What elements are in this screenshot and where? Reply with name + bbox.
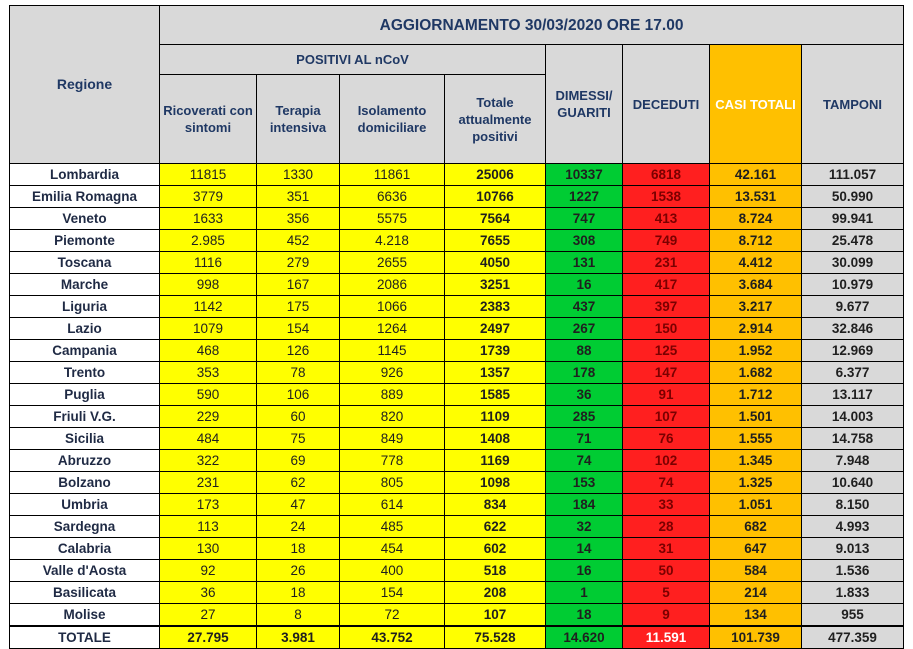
cell-deceduti: 28 (623, 516, 710, 538)
cell-deceduti: 76 (623, 428, 710, 450)
header-dimessi: DIMESSI/ GUARITI (546, 45, 623, 164)
cell-dimessi: 74 (546, 450, 623, 472)
table-row (10, 450, 904, 472)
cell-dimessi: 14 (546, 538, 623, 560)
cell-regione: Liguria (10, 296, 160, 318)
cell-totale-positivi: 2497 (445, 318, 546, 340)
cell-totale-positivi: 1585 (445, 384, 546, 406)
cell-deceduti: 33 (623, 494, 710, 516)
cell-deceduti: 91 (623, 384, 710, 406)
table-row (10, 318, 904, 340)
cell-deceduti: 50 (623, 560, 710, 582)
cell-isolamento: 805 (340, 472, 445, 494)
cell-tamponi: 477.359 (802, 626, 904, 649)
cell-isolamento: 2086 (340, 274, 445, 296)
table-row (10, 252, 904, 274)
table-title: AGGIORNAMENTO 30/03/2020 ORE 17.00 (160, 6, 904, 45)
cell-terapia: 106 (257, 384, 340, 406)
cell-casi-totali: 1.501 (710, 406, 802, 428)
cell-isolamento: 1145 (340, 340, 445, 362)
header-casi-totali: CASI TOTALI (710, 45, 802, 164)
cell-tamponi: 50.990 (802, 186, 904, 208)
cell-tamponi: 8.150 (802, 494, 904, 516)
header-ricoverati: Ricoverati con sintomi (160, 75, 257, 164)
header-terapia: Terapia intensiva (257, 75, 340, 164)
cell-tamponi: 99.941 (802, 208, 904, 230)
cell-ricoverati: 1116 (160, 252, 257, 274)
cell-ricoverati: 92 (160, 560, 257, 582)
cell-totale-positivi: 2383 (445, 296, 546, 318)
cell-dimessi: 1 (546, 582, 623, 604)
cell-terapia: 78 (257, 362, 340, 384)
cell-regione: Lazio (10, 318, 160, 340)
cell-totale-positivi: 1109 (445, 406, 546, 428)
cell-terapia: 351 (257, 186, 340, 208)
cell-regione: Valle d'Aosta (10, 560, 160, 582)
cell-terapia: 3.981 (257, 626, 340, 649)
cell-terapia: 175 (257, 296, 340, 318)
cell-tamponi: 30.099 (802, 252, 904, 274)
cell-regione: Sardegna (10, 516, 160, 538)
cell-dimessi: 308 (546, 230, 623, 252)
cell-terapia: 167 (257, 274, 340, 296)
cell-regione: Bolzano (10, 472, 160, 494)
cell-regione: Puglia (10, 384, 160, 406)
cell-isolamento: 820 (340, 406, 445, 428)
cell-ricoverati: 1633 (160, 208, 257, 230)
cell-deceduti: 102 (623, 450, 710, 472)
cell-deceduti: 417 (623, 274, 710, 296)
cell-ricoverati: 231 (160, 472, 257, 494)
cell-regione: Trento (10, 362, 160, 384)
cell-deceduti: 749 (623, 230, 710, 252)
cell-regione: Toscana (10, 252, 160, 274)
cell-dimessi: 178 (546, 362, 623, 384)
cell-ricoverati: 27.795 (160, 626, 257, 649)
cell-regione: Campania (10, 340, 160, 362)
cell-ricoverati: 11815 (160, 164, 257, 186)
table-row (10, 164, 904, 186)
cell-tamponi: 6.377 (802, 362, 904, 384)
cell-casi-totali: 682 (710, 516, 802, 538)
cell-totale-positivi: 208 (445, 582, 546, 604)
cell-deceduti: 231 (623, 252, 710, 274)
cell-terapia: 126 (257, 340, 340, 362)
cell-isolamento: 1066 (340, 296, 445, 318)
table-row (10, 406, 904, 428)
cell-ricoverati: 113 (160, 516, 257, 538)
table-row (10, 230, 904, 252)
cell-casi-totali: 647 (710, 538, 802, 560)
cell-ricoverati: 353 (160, 362, 257, 384)
table-row (10, 604, 904, 627)
cell-casi-totali: 1.682 (710, 362, 802, 384)
cell-regione: Lombardia (10, 164, 160, 186)
cell-dimessi: 1227 (546, 186, 623, 208)
table-row (10, 582, 904, 604)
table-row (10, 340, 904, 362)
cell-deceduti: 107 (623, 406, 710, 428)
cell-isolamento: 2655 (340, 252, 445, 274)
cell-totale-positivi: 1098 (445, 472, 546, 494)
cell-totale-positivi: 602 (445, 538, 546, 560)
cell-tamponi: 111.057 (802, 164, 904, 186)
header-regione: Regione (10, 6, 160, 164)
cell-ricoverati: 2.985 (160, 230, 257, 252)
cell-tamponi: 1.833 (802, 582, 904, 604)
table-row (10, 494, 904, 516)
cell-tamponi: 25.478 (802, 230, 904, 252)
cell-regione: Umbria (10, 494, 160, 516)
cell-regione: Friuli V.G. (10, 406, 160, 428)
cell-terapia: 1330 (257, 164, 340, 186)
cell-regione: Emilia Romagna (10, 186, 160, 208)
cell-dimessi: 18 (546, 604, 623, 627)
cell-terapia: 47 (257, 494, 340, 516)
cell-deceduti: 74 (623, 472, 710, 494)
cell-ricoverati: 3779 (160, 186, 257, 208)
cell-regione: Piemonte (10, 230, 160, 252)
cell-dimessi: 71 (546, 428, 623, 450)
cell-totale-positivi: 3251 (445, 274, 546, 296)
cell-casi-totali: 42.161 (710, 164, 802, 186)
cell-deceduti: 5 (623, 582, 710, 604)
cell-dimessi: 36 (546, 384, 623, 406)
cell-deceduti: 1538 (623, 186, 710, 208)
table-body (10, 164, 904, 649)
cell-deceduti: 31 (623, 538, 710, 560)
cell-tamponi: 7.948 (802, 450, 904, 472)
cell-dimessi: 184 (546, 494, 623, 516)
cell-tamponi: 10.979 (802, 274, 904, 296)
cell-ricoverati: 1079 (160, 318, 257, 340)
cell-totale-positivi: 1739 (445, 340, 546, 362)
cell-terapia: 279 (257, 252, 340, 274)
cell-terapia: 452 (257, 230, 340, 252)
table-row (10, 274, 904, 296)
cell-tamponi: 14.003 (802, 406, 904, 428)
header-totale-positivi: Totale attualmente positivi (445, 75, 546, 164)
table-row (10, 362, 904, 384)
cell-deceduti: 150 (623, 318, 710, 340)
cell-casi-totali: 101.739 (710, 626, 802, 649)
cell-casi-totali: 214 (710, 582, 802, 604)
cell-casi-totali: 8.712 (710, 230, 802, 252)
cell-isolamento: 926 (340, 362, 445, 384)
cell-dimessi: 14.620 (546, 626, 623, 649)
cell-dimessi: 16 (546, 274, 623, 296)
table-row (10, 472, 904, 494)
cell-regione: Marche (10, 274, 160, 296)
cell-isolamento: 5575 (340, 208, 445, 230)
covid-data-table (9, 5, 904, 649)
table-row (10, 538, 904, 560)
cell-casi-totali: 1.555 (710, 428, 802, 450)
cell-ricoverati: 130 (160, 538, 257, 560)
cell-deceduti: 125 (623, 340, 710, 362)
cell-totale-positivi: 1408 (445, 428, 546, 450)
cell-isolamento: 849 (340, 428, 445, 450)
cell-ricoverati: 484 (160, 428, 257, 450)
cell-dimessi: 88 (546, 340, 623, 362)
cell-terapia: 60 (257, 406, 340, 428)
cell-terapia: 75 (257, 428, 340, 450)
cell-casi-totali: 13.531 (710, 186, 802, 208)
cell-ricoverati: 173 (160, 494, 257, 516)
cell-totale-positivi: 622 (445, 516, 546, 538)
table-row (10, 296, 904, 318)
cell-regione: Basilicata (10, 582, 160, 604)
cell-tamponi: 9.013 (802, 538, 904, 560)
cell-isolamento: 6636 (340, 186, 445, 208)
cell-dimessi: 10337 (546, 164, 623, 186)
cell-regione: Abruzzo (10, 450, 160, 472)
cell-regione: Sicilia (10, 428, 160, 450)
cell-dimessi: 153 (546, 472, 623, 494)
cell-totale-positivi: 7564 (445, 208, 546, 230)
table-row (10, 384, 904, 406)
cell-totale-positivi: 834 (445, 494, 546, 516)
cell-isolamento: 43.752 (340, 626, 445, 649)
cell-dimessi: 32 (546, 516, 623, 538)
cell-dimessi: 16 (546, 560, 623, 582)
cell-totale-positivi: 518 (445, 560, 546, 582)
cell-ricoverati: 1142 (160, 296, 257, 318)
cell-tamponi: 14.758 (802, 428, 904, 450)
cell-dimessi: 131 (546, 252, 623, 274)
cell-isolamento: 400 (340, 560, 445, 582)
cell-ricoverati: 468 (160, 340, 257, 362)
cell-ricoverati: 998 (160, 274, 257, 296)
cell-isolamento: 11861 (340, 164, 445, 186)
total-row (10, 626, 904, 649)
cell-casi-totali: 1.345 (710, 450, 802, 472)
cell-terapia: 356 (257, 208, 340, 230)
cell-casi-totali: 1.952 (710, 340, 802, 362)
cell-ricoverati: 322 (160, 450, 257, 472)
table-row (10, 208, 904, 230)
cell-totale-positivi: 7655 (445, 230, 546, 252)
cell-tamponi: 10.640 (802, 472, 904, 494)
cell-terapia: 26 (257, 560, 340, 582)
cell-deceduti: 6818 (623, 164, 710, 186)
cell-dimessi: 267 (546, 318, 623, 340)
cell-casi-totali: 2.914 (710, 318, 802, 340)
cell-terapia: 154 (257, 318, 340, 340)
cell-terapia: 69 (257, 450, 340, 472)
cell-tamponi: 12.969 (802, 340, 904, 362)
cell-isolamento: 1264 (340, 318, 445, 340)
cell-regione: Molise (10, 604, 160, 627)
header-deceduti: DECEDUTI (623, 45, 710, 164)
cell-dimessi: 285 (546, 406, 623, 428)
cell-isolamento: 454 (340, 538, 445, 560)
cell-isolamento: 614 (340, 494, 445, 516)
cell-casi-totali: 1.712 (710, 384, 802, 406)
cell-totale-positivi: 25006 (445, 164, 546, 186)
cell-casi-totali: 3.684 (710, 274, 802, 296)
cell-casi-totali: 3.217 (710, 296, 802, 318)
cell-tamponi: 1.536 (802, 560, 904, 582)
cell-tamponi: 13.117 (802, 384, 904, 406)
cell-casi-totali: 1.325 (710, 472, 802, 494)
cell-isolamento: 485 (340, 516, 445, 538)
cell-deceduti: 11.591 (623, 626, 710, 649)
cell-tamponi: 32.846 (802, 318, 904, 340)
cell-casi-totali: 4.412 (710, 252, 802, 274)
cell-isolamento: 72 (340, 604, 445, 627)
cell-dimessi: 437 (546, 296, 623, 318)
cell-regione: Veneto (10, 208, 160, 230)
header-positivi: POSITIVI AL nCoV (160, 45, 546, 75)
cell-ricoverati: 229 (160, 406, 257, 428)
cell-regione: Calabria (10, 538, 160, 560)
cell-terapia: 18 (257, 582, 340, 604)
cell-isolamento: 154 (340, 582, 445, 604)
cell-ricoverati: 36 (160, 582, 257, 604)
cell-terapia: 18 (257, 538, 340, 560)
cell-terapia: 24 (257, 516, 340, 538)
cell-deceduti: 397 (623, 296, 710, 318)
cell-isolamento: 4.218 (340, 230, 445, 252)
cell-totale-positivi: 107 (445, 604, 546, 627)
cell-casi-totali: 584 (710, 560, 802, 582)
cell-tamponi: 4.993 (802, 516, 904, 538)
cell-casi-totali: 1.051 (710, 494, 802, 516)
cell-casi-totali: 134 (710, 604, 802, 627)
table-row (10, 560, 904, 582)
cell-totale-positivi: 4050 (445, 252, 546, 274)
header-tamponi: TAMPONI (802, 45, 904, 164)
table-row (10, 516, 904, 538)
cell-casi-totali: 8.724 (710, 208, 802, 230)
cell-isolamento: 889 (340, 384, 445, 406)
cell-regione: TOTALE (10, 626, 160, 649)
cell-deceduti: 413 (623, 208, 710, 230)
cell-tamponi: 955 (802, 604, 904, 627)
cell-totale-positivi: 1169 (445, 450, 546, 472)
cell-ricoverati: 27 (160, 604, 257, 627)
table-row (10, 428, 904, 450)
cell-isolamento: 778 (340, 450, 445, 472)
cell-totale-positivi: 10766 (445, 186, 546, 208)
cell-deceduti: 147 (623, 362, 710, 384)
cell-tamponi: 9.677 (802, 296, 904, 318)
cell-deceduti: 9 (623, 604, 710, 627)
cell-dimessi: 747 (546, 208, 623, 230)
cell-totale-positivi: 1357 (445, 362, 546, 384)
cell-totale-positivi: 75.528 (445, 626, 546, 649)
header-isolamento: Isolamento domiciliare (340, 75, 445, 164)
cell-terapia: 8 (257, 604, 340, 627)
table-row (10, 186, 904, 208)
cell-ricoverati: 590 (160, 384, 257, 406)
cell-terapia: 62 (257, 472, 340, 494)
